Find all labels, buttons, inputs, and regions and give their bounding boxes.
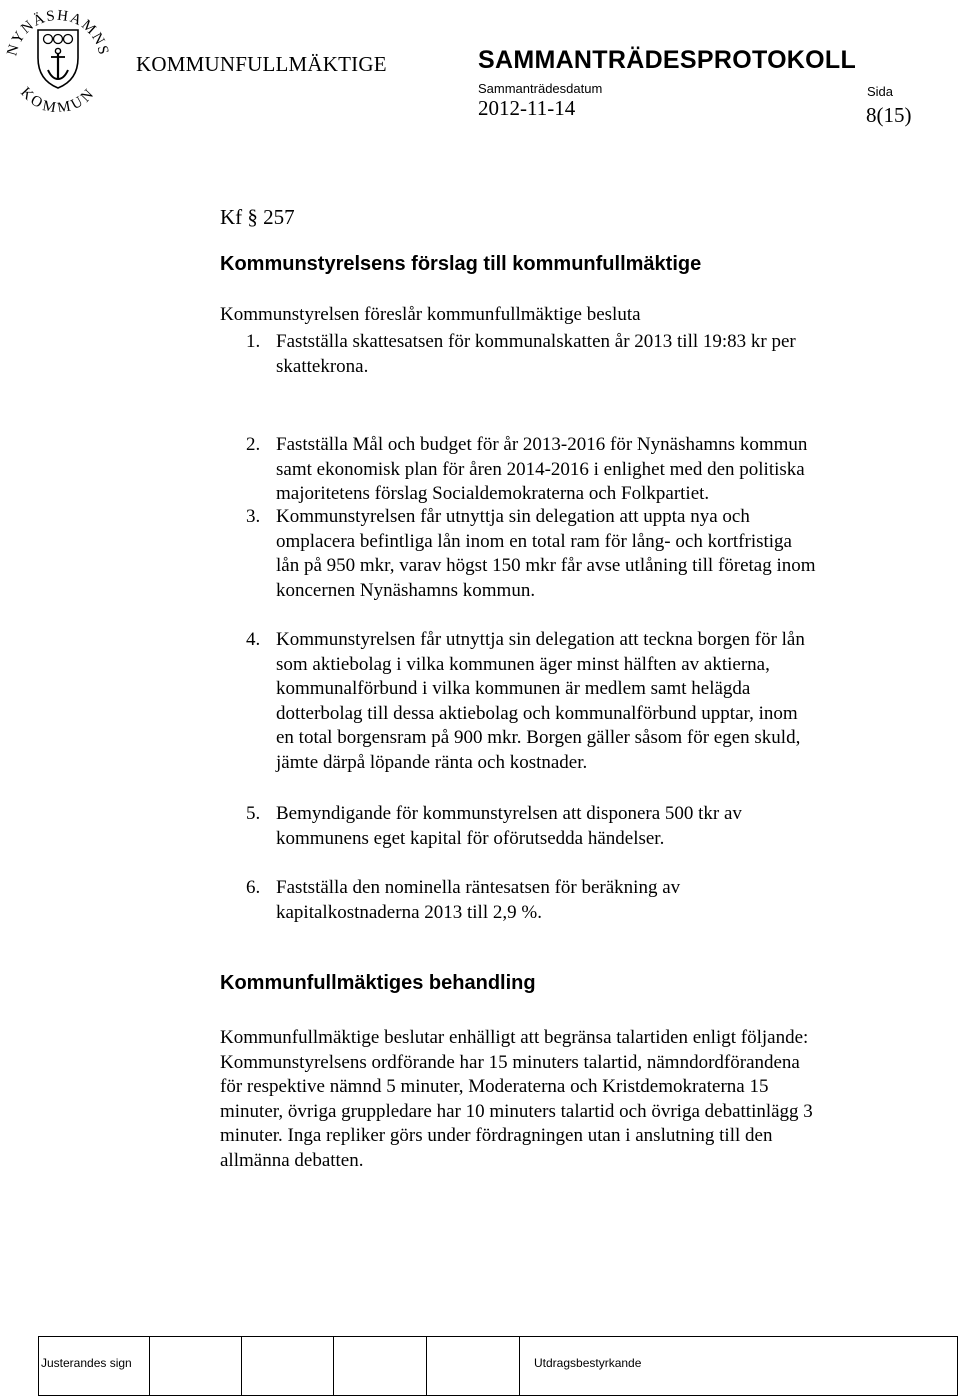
list-item-line: lån på 950 mkr, varav högst 150 mkr får avse utlåning till företag inom [276, 555, 816, 576]
paragraph-line: minuter. Inga repliker görs under fördragningen utan i anslutning till den [220, 1125, 773, 1146]
list-item-line: Bemyndigande för kommunstyrelsen att disponera 500 tkr av [276, 803, 742, 824]
list-item-number: 1. [246, 331, 261, 352]
list-item-number: 6. [246, 877, 261, 898]
list-item-line: kommunens eget kapital för oförutsedda händelser. [276, 827, 665, 849]
treatment-heading: Kommunfullmäktiges behandling [220, 972, 536, 994]
treatment-paragraph [220, 1026, 813, 1173]
paragraph-line: Kommunstyrelsens ordförande har 15 minuters talartid, nämndordförandena [220, 1051, 800, 1073]
sign-cell [334, 1337, 427, 1396]
list-item-number: 2. [246, 434, 261, 455]
paragraph-line: allmänna debatten. [220, 1149, 364, 1171]
organization-name: KOMMUNFULLMÄKTIGE [136, 52, 387, 76]
municipality-logo [2, 0, 114, 112]
document-type: SAMMANTRÄDESPROTOKOLL [478, 46, 857, 74]
extract-cell [520, 1337, 958, 1396]
list-item-line: skattekrona. [276, 355, 369, 377]
list-item-line: omplacera befintliga lån inom en total ram för lång- och kortfristiga [276, 530, 792, 552]
sign-cell [150, 1337, 242, 1396]
list-item-number: 5. [246, 803, 261, 824]
list-item-line: dotterbolag till dessa aktiebolag och kommunalförbund upptar, inom [276, 702, 798, 724]
svg-text:KOMMUN: KOMMUN [17, 84, 99, 112]
paragraph-line: minuter, övriga gruppledare har 10 minuters talartid och övriga debattinlägg 3 [220, 1100, 813, 1122]
page-number: 8(15) [866, 103, 912, 127]
list-item-line: koncernen Nynäshamns kommun. [276, 579, 536, 601]
list-item-line: kommunalförbund i vilka kommunen är medlem samt helägda [276, 678, 751, 699]
list-item-line: en total borgensram på 900 mkr. Borgen gäller såsom för egen skuld, [276, 727, 801, 748]
signature-table [38, 1336, 958, 1396]
paragraph-line: Kommunfullmäktige beslutar enhälligt att begränsa talartiden enligt följande: [220, 1027, 809, 1048]
section-number: Kf § 257 [220, 205, 295, 229]
list-item-line: Kommunstyrelsen får utnyttja sin delegation att uppta nya och [276, 506, 750, 527]
list-item-line: Kommunstyrelsen får utnyttja sin delegation att teckna borgen för lån [276, 629, 805, 650]
intro-text: Kommunstyrelsen föreslår kommunfullmäktige besluta [220, 304, 641, 325]
extract-label: Utdragsbestyrkande [534, 1356, 642, 1370]
sign-cell [242, 1337, 334, 1396]
svg-text:NYNÄSHAMNS: NYNÄSHAMNS [4, 7, 112, 58]
list-item-number: 4. [246, 629, 261, 650]
list-item-line: Fastställa Mål och budget för år 2013-2016 för Nynäshamns kommun [276, 434, 808, 455]
sign-cell [39, 1337, 150, 1396]
paragraph-line: för respektive nämnd 5 minuter, Moderaterna och Kristdemokraterna 15 [220, 1076, 769, 1097]
list-item-line: som aktiebolag i vilka kommunen äger minst hälften av aktierna, [276, 653, 770, 675]
meeting-date-label: Sammanträdesdatum [478, 81, 603, 96]
list-item-line: Fastställa skattesatsen för kommunalskatten år 2013 till 19:83 kr per [276, 331, 796, 352]
sign-cell [427, 1337, 520, 1396]
meeting-date: 2012-11-14 [478, 96, 576, 120]
page-label: Sida [867, 84, 894, 99]
list-item-line: Fastställa den nominella räntesatsen för beräkning av [276, 877, 681, 898]
list-item-number: 3. [246, 506, 261, 527]
sign-label: Justerandes sign [41, 1356, 132, 1370]
section-heading: Kommunstyrelsens förslag till kommunfullmäktige [220, 253, 702, 275]
list-item-line: kapitalkostnaderna 2013 till 2,9 %. [276, 901, 542, 923]
list-item-line: majoritetens förslag Socialdemokraterna och Folkpartiet. [276, 483, 710, 504]
list-item-line: samt ekonomisk plan för åren 2014-2016 i enlighet med den politiska [276, 458, 805, 480]
list-item-line: jämte därpå löpande ränta och kostnader. [276, 751, 588, 773]
